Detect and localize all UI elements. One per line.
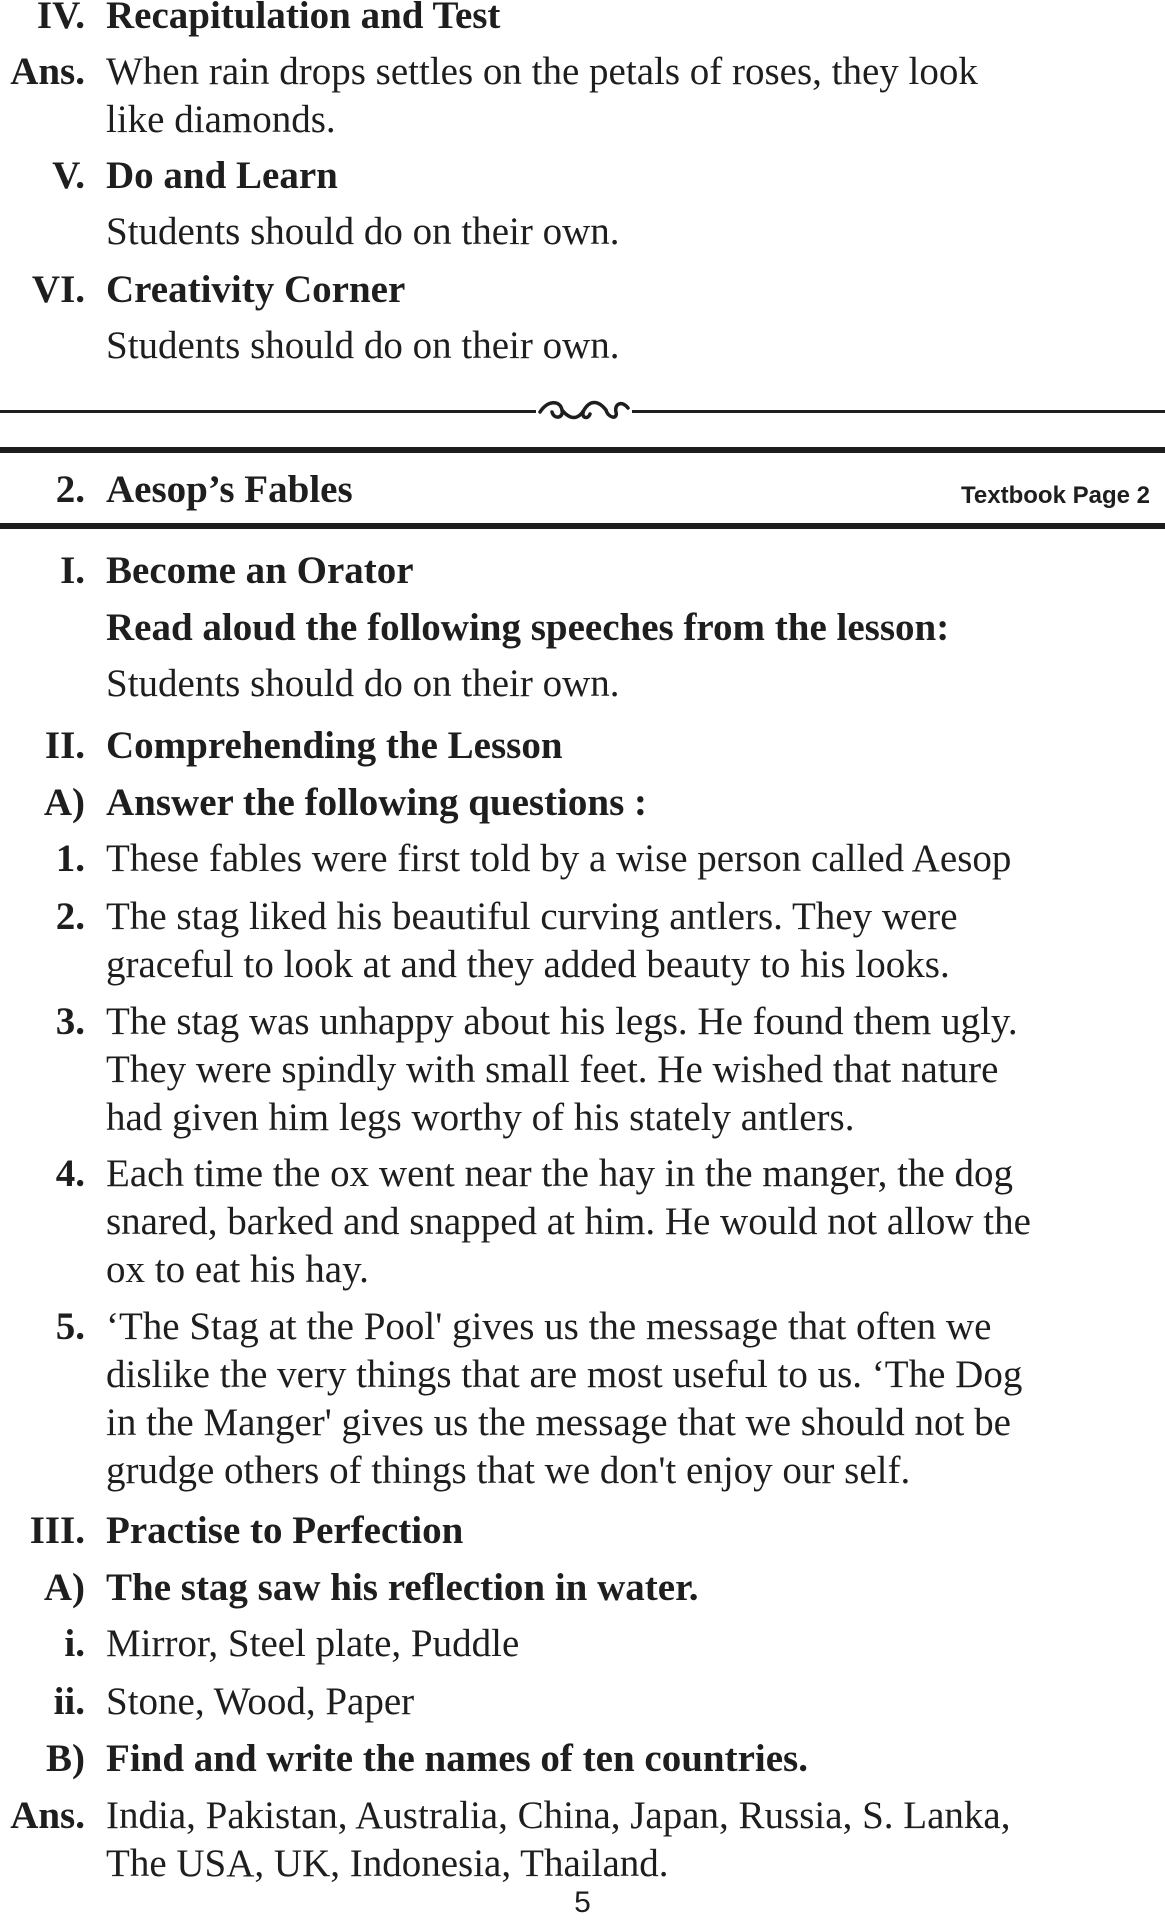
practise-label: III. bbox=[29, 1509, 85, 1552]
answer-number: 5. bbox=[55, 1305, 85, 1348]
item-label: i. bbox=[64, 1622, 85, 1665]
answer-text: snared, barked and snapped at him. He would not allow the bbox=[106, 1200, 1031, 1243]
answer-text: The stag liked his beautiful curving antlers. They were bbox=[106, 895, 958, 938]
countries-ans-label: Ans. bbox=[10, 1794, 85, 1837]
answer-number: 2. bbox=[55, 895, 85, 938]
recap-ans-label: Ans. bbox=[10, 50, 85, 93]
answer-text: had given him legs worthy of his stately antlers. bbox=[106, 1096, 855, 1139]
item-text: Stone, Wood, Paper bbox=[106, 1680, 415, 1723]
scroll-ornament-icon bbox=[534, 390, 634, 430]
answer-text: These fables were first told by a wise person called Aesop bbox=[106, 837, 1012, 880]
answer-text: They were spindly with small feet. He wished that nature bbox=[106, 1048, 999, 1091]
textbook-page-ref: Textbook Page 2 bbox=[961, 482, 1150, 509]
answer-text: ‘The Stag at the Pool' gives us the message that often we bbox=[106, 1305, 992, 1348]
answer-text: grudge others of things that we don't enjoy our self. bbox=[106, 1449, 911, 1492]
creativity-heading: Creativity Corner bbox=[106, 268, 406, 311]
answer-number: 3. bbox=[55, 1000, 85, 1043]
practise-a-heading: The stag saw his reflection in water. bbox=[106, 1566, 699, 1609]
answer-text: Each time the ox went near the hay in the manger, the dog bbox=[106, 1152, 1014, 1195]
do-learn-label: V. bbox=[52, 154, 85, 197]
chapter-bottom-rule bbox=[0, 523, 1165, 529]
answer-text: The stag was unhappy about his legs. He found them ugly. bbox=[106, 1000, 1018, 1043]
chapter-top-rule bbox=[0, 447, 1165, 453]
practise-b-label: B) bbox=[46, 1737, 85, 1780]
practise-a-label: A) bbox=[43, 1566, 85, 1609]
page-number: 5 bbox=[574, 1886, 591, 1919]
countries-text: India, Pakistan, Australia, China, Japan, Russia, S. Lanka, bbox=[106, 1794, 1011, 1837]
answer-line: like diamonds. bbox=[106, 98, 336, 141]
chapter-title: Aesop’s Fables bbox=[106, 468, 353, 511]
orator-instruction: Read aloud the following speeches from the lesson: bbox=[106, 606, 950, 649]
do-learn-heading: Do and Learn bbox=[106, 154, 338, 197]
orator-heading: Become an Orator bbox=[106, 549, 414, 592]
orator-label: I. bbox=[60, 549, 85, 592]
item-label: ii. bbox=[53, 1680, 85, 1723]
creativity-text: Students should do on their own. bbox=[106, 324, 620, 367]
recap-heading: Recapitulation and Test bbox=[106, 0, 501, 37]
item-text: Mirror, Steel plate, Puddle bbox=[106, 1622, 520, 1665]
answer-line: When rain drops settles on the petals of roses, they look bbox=[106, 50, 978, 93]
recap-label: IV. bbox=[36, 0, 85, 37]
practise-heading: Practise to Perfection bbox=[106, 1509, 464, 1552]
do-learn-text: Students should do on their own. bbox=[106, 210, 620, 253]
creativity-label: VI. bbox=[31, 268, 85, 311]
answer-text: graceful to look at and they added beauty to his looks. bbox=[106, 943, 950, 986]
countries-text: The USA, UK, Indonesia, Thailand. bbox=[106, 1842, 669, 1885]
orator-text: Students should do on their own. bbox=[106, 662, 620, 705]
chapter-number: 2. bbox=[55, 468, 85, 511]
answer-questions-heading: Answer the following questions : bbox=[106, 781, 647, 824]
answer-text: in the Manger' gives us the message that we should not be bbox=[106, 1401, 1011, 1444]
answer-number: 1. bbox=[55, 837, 85, 880]
practise-b-heading: Find and write the names of ten countries. bbox=[106, 1737, 808, 1780]
answer-text: ox to eat his hay. bbox=[106, 1248, 369, 1291]
comprehending-label: II. bbox=[44, 724, 85, 767]
answer-number: 4. bbox=[55, 1152, 85, 1195]
comprehending-heading: Comprehending the Lesson bbox=[106, 724, 563, 767]
answer-questions-label: A) bbox=[43, 781, 85, 824]
answer-text: dislike the very things that are most useful to us. ‘The Dog bbox=[106, 1353, 1023, 1396]
